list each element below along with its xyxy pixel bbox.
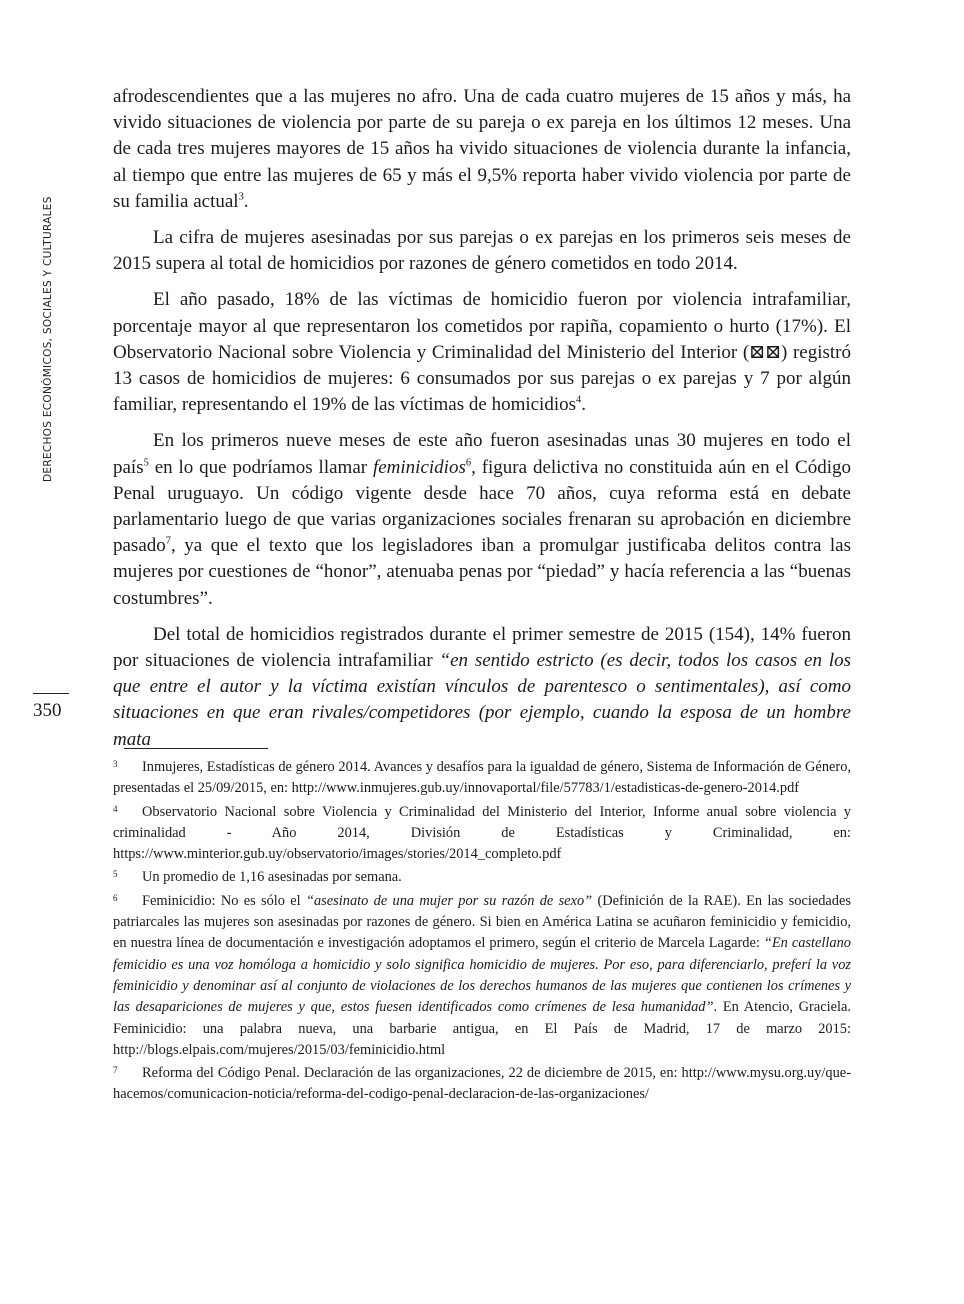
footnote-ref-5[interactable]: 5 — [143, 457, 149, 469]
footnote-number: 6 — [113, 892, 118, 903]
paragraph-1: afrodescendientes que a las mujeres no afro. Una de cada cuatro mujeres de 15 años y más, ha vivido situaciones de violencia por parte de su pareja o ex pareja en los últimos 12 meses. Una de cada tres mujeres mayores de 15 años ha vivido situaciones de violencia durante la infancia, al tiempo que entre las mujeres de 65 y más el 9,5% reporta haber vivido violencia por parte de su familia actual$^3$. — [113, 86, 851, 212]
footnote-ref-7[interactable]: 7 — [165, 535, 171, 547]
footnote-ref-6[interactable]: 6 — [465, 457, 472, 469]
footnote-6: 6 Feminicidio: No es sólo el “asesinato de una mujer por su razón de sexo” (Definición de la RAE). En las sociedades patriarcales las mujeres son asesinadas por razones de género. Si bien en América Latina se acuñaron feminicidio y femicidio, en nuestra línea de documentación e investigación adoptamos el primero, según el criterio de Marcela Lagarde: “En castellano femicidio es una voz homóloga a homicidio y solo significa homicidio de mujeres. Por eso, para diferenciarlo, preferí la voz feminicidio y denominar así al conjunto de violaciones de los derechos humanos de las mujeres que contienen los crímenes y las desapariciones de mujeres y que, estos fuesen identificados como crímenes de lesa humanidad”. En Atencio, Graciela. Feminicidio: una palabra nueva, una barbarie antigua, en El País de Madrid, 17 de marzo 2015: http://blogs.elpais.com/mujeres/2015/03/feminicidio.html — [113, 892, 851, 1058]
footnote-3: 3 Inmujeres, Estadísticas de género 2014. Avances y desafíos para la igualdad de género, Sistema de Información de Género, presentadas el 25/09/2015, en: http://www.inmujeres.gub.uy/innovaportal/file/57783/1/estadisticas-de-genero-2014.pdf — [113, 759, 851, 797]
footnotes — [113, 757, 851, 1108]
footnote-ref-3[interactable]: 3 — [238, 191, 244, 203]
footnote-number: 5 — [113, 869, 118, 880]
emphasis-feminicidios: feminicidios — [372, 456, 466, 478]
page-number-rule — [33, 693, 69, 694]
paragraph-5: Del total de homicidios registrados durante el primer semestre de 2015 (154), 14% fueron por situaciones de violencia intrafamiliar “en sentido estricto (es decir, todos los casos en los que entre el autor y la víctima existían vínculos de parentesco o sentimentales), así como situaciones en que eran rivales/competidores (por ejemplo, cuando la esposa de un hombre mata — [113, 623, 851, 750]
footnote-number: 4 — [113, 803, 118, 814]
footnote-separator — [124, 748, 268, 749]
footnote-ref-4[interactable]: 4 — [576, 394, 582, 406]
footnote-5: 5 Un promedio de 1,16 asesinadas por semana. — [113, 869, 402, 886]
footnote-number: 3 — [113, 759, 118, 769]
footnote-number: 7 — [113, 1065, 118, 1076]
quoted-definition: “en sentido estricto (es decir, todos los casos en los que entre el autor y la víctima existían vínculos de parentesco o sentimentales), así como situaciones en que eran rivales/competidores (por ejemplo, cuando la esposa de un hombre mata — [113, 650, 851, 750]
body-text — [113, 84, 851, 763]
page-number: 350 — [33, 700, 62, 721]
footnote-7: 7 Reforma del Código Penal. Declaración de las organizaciones, 22 de diciembre de 2015, en: http://www.mysu.org.uy/que-hacemos/comunicacion-noticia/reforma-del-codigo-penal-declaracion-de-las-organizaciones/ — [113, 1065, 851, 1103]
running-section-title: DERECHOS ECONÓMICOS, SOCIALES Y CULTURALES — [42, 196, 54, 482]
paragraph-2: La cifra de mujeres asesinadas por sus parejas o ex parejas en los primeros seis meses de 2015 supera al total de homicidios por razones de género cometidos en todo 2014. — [113, 227, 851, 275]
paragraph-3: El año pasado, 18% de las víctimas de homicidio fueron por violencia intrafamiliar, porcentaje mayor al que representaron los cometidos por rapiña, copamiento o hurto (17%). El Observatorio Nacional sobre Violencia y Criminalidad del Ministerio del Interior (⊠⊠) registró 13 casos de homicidios de mujeres: 6 consumados por sus parejas o ex parejas y 7 por algún familiar, representando el 19% de las víctimas de homicidios$^4$. — [113, 289, 851, 416]
footnote-4: 4 Observatorio Nacional sobre Violencia y Criminalidad del Ministerio del Interior, Informe anual sobre violencia y criminalidad - Año 2014, División de Estadísticas y Criminalidad, en: https://www.minterior.gub.uy/observatorio/images/stories/2014_completo.pdf — [113, 803, 851, 863]
paragraph-4: En los primeros nueve meses de este año fueron asesinadas unas 30 mujeres en todo el país$^5$ en lo que podríamos llamar feminicidios$^6$, figura delictiva no constituida aún en el Código Penal uruguayo. Un código vigente desde hace 70 años, cuya reforma está en debate parlamentario luego de que varias organizaciones sociales frenaran su aprobación en diciembre pasado$^7$, ya que el texto que los legisladores iban a promulgar justificaba delitos contra las mujeres por cuestiones de “honor”, atenuaba penas por “piedad” y hacía referencia a las “buenas costumbres”. — [113, 430, 852, 609]
